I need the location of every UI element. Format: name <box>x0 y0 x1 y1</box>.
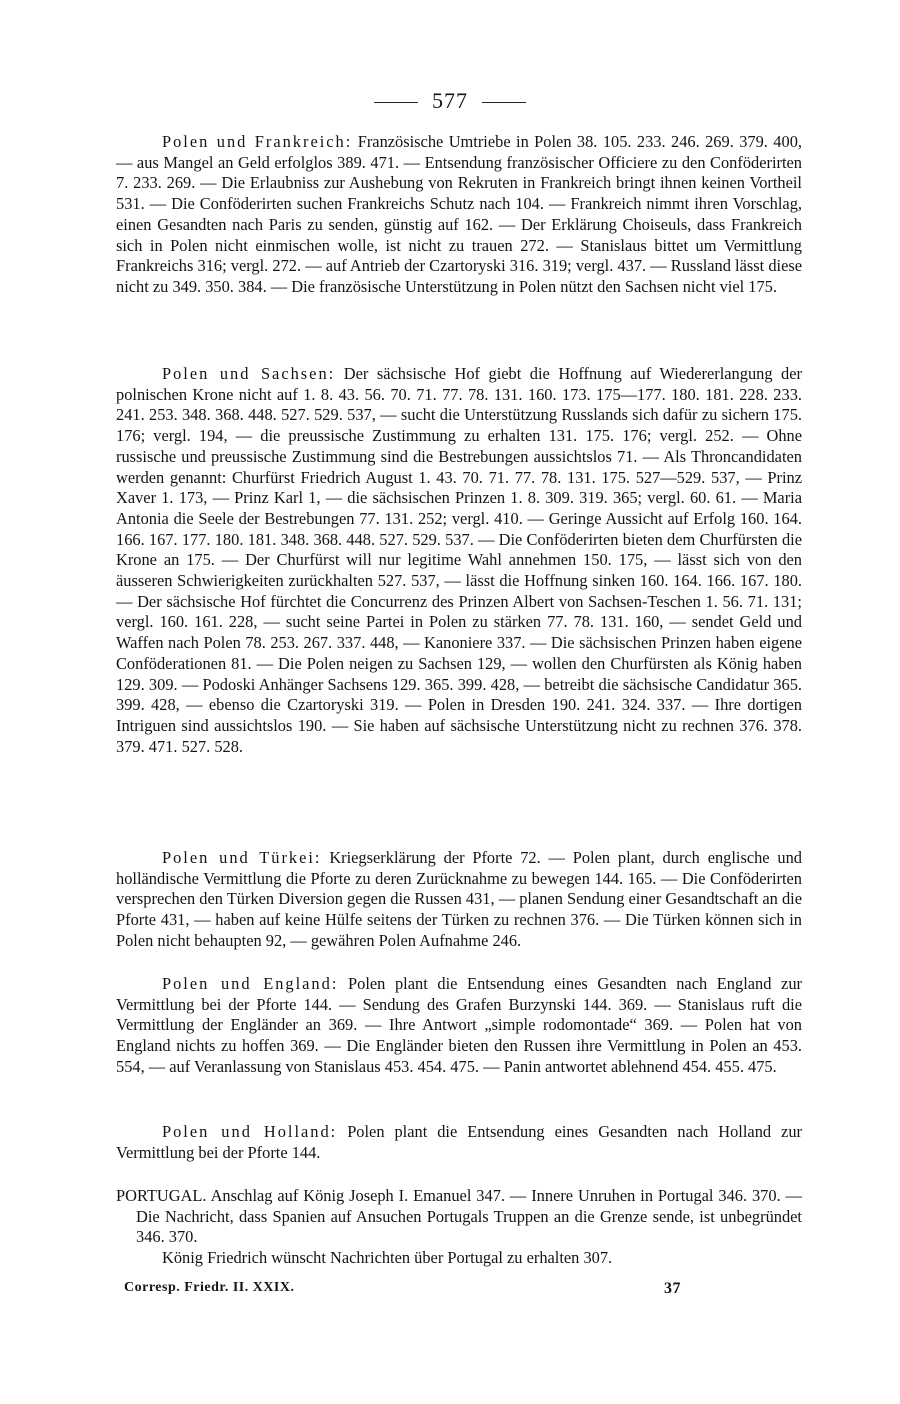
entry-holland <box>116 1122 802 1163</box>
portugal-heading: PORTUGAL. <box>116 1186 207 1205</box>
entry-lead: Polen und Türkei: <box>162 848 322 867</box>
entry-text: Der sächsische Hof giebt die Hoffnung auf Wiedererlangung der polnischen Krone nicht auf 1. 8. 43. 56. 70. 71. 77. 78. 131. 160. 173. 175—177. 180. 181. 228. 233. 241. 253. 348. 368. 448. 527. 529. 537, — sucht die Unterstützung Russlands sich dafür zu sichern 175. 176; vergl. 194, — die preussische Zustimmung zu erhalten 131. 175. 176; vergl. 252. — Ohne russische und preussische Zustimmung sind die Bestrebungen aussichtslos 71. — Als Throncandidaten werden genannt: Churfürst Friedrich August 1. 43. 70. 71. 77. 78. 131. 175. 527—529. 537, — Prinz Xaver 1. 173, — Prinz Karl 1, — die sächsischen Prinzen 1. 8. 309. 319. 365; vergl. 60. 61. — Maria Antonia die Seele der Bestrebungen 77. 131. 252; vergl. 410. — Geringe Aussicht auf Erfolg 160. 164. 166. 167. 177. 180. 181. 348. 368. 448. 527. 529. 537. — Die Conföderirten bieten dem Churfürsten die Krone an 175. — Der Churfürst will nur legitime Wahl annehmen 150. 175, — lässt sich von den äusseren Schwierigkeiten zurückhalten 527. 537, — lässt die Hoffnung sinken 160. 164. 166. 167. 180. — Der sächsische Hof fürchtet die Concurrenz des Prinzen Albert von Sachsen-Teschen 1. 56. 71. 131; vergl. 160. 161. 228, — sucht seine Partei in Polen zu stärken 77. 78. 131. 160, — sendet Geld und Waffen nach Polen 78. 253. 267. 337. 448, — Kanoniere 337. — Die sächsischen Prinzen haben eigene Conföderationen 81. — Die Polen neigen zu Sachsen 129, — wollen den Churfürsten als König haben 129. 309. — Podoski Anhänger Sachsens 129. 365. 399. 428, — betreibt die sächsische Candidatur 365. 399. 428, — ebenso die Czartoryski 319. — Polen in Dresden 190. 241. 324. 337. — Ihre dortigen Intriguen sind aussichtslos 190. — Sie haben auf sächsische Unterstützung nicht zu rechnen 376. 378. 379. 471. 527. 528. <box>116 364 802 756</box>
entry-paragraph <box>116 132 802 298</box>
entry-paragraph <box>116 848 802 952</box>
entry-text: Kriegserklärung der Pforte 72. — Polen plant, durch englische und holländische Vermittlung die Pforte zu deren Zurücknahme zu bewegen 144. 165. — Die Conföderirten versprechen den Türken Diversion gegen die Russen 431, — planen Sendung einer Gesandtschaft an die Pforte 431, — haben auf keine Hülfe seitens der Türken zu rechnen 376. — Die Türken können sich in Polen nicht behaupten 92, — gewähren Polen Aufnahme 246. <box>116 848 802 950</box>
entry-paragraph <box>116 364 802 757</box>
page-header <box>0 88 900 114</box>
entry-text: Polen plant die Entsendung eines Gesandten nach Holland zur Vermittlung bei der Pforte 144. <box>116 1122 802 1162</box>
entry-lead: Polen und Holland: <box>162 1122 338 1141</box>
entry-tuerkei <box>116 848 802 952</box>
entry-lead: Polen und England: <box>162 974 339 993</box>
portugal-paragraph-2: König Friedrich wünscht Nachrichten über Portugal zu erhalten 307. <box>162 1248 613 1268</box>
entry-sachsen <box>116 364 802 757</box>
entry-lead: Polen und Sachsen: <box>162 364 336 383</box>
entry-frankreich <box>116 132 802 298</box>
sheet-number: 37 <box>664 1280 681 1297</box>
footer-signature: Corresp. Friedr. II. XXIX. <box>124 1280 295 1295</box>
entry-lead: Polen und Frankreich: <box>162 132 353 151</box>
entry-portugal <box>116 1186 802 1269</box>
header-rule-left <box>374 102 418 103</box>
entry-text: Polen plant die Entsendung eines Gesandten nach England zur Vermittlung bei der Pforte 144. — Sendung des Grafen Burzynski 144. 369. — Stanislaus ruft die Vermittlung der Engländer an 369. — Ihre Antwort „simple rodomontade“ 369. — Polen hat von England nichts zu hoffen 369. — Die Engländer bieten den Russen ihre Vermittlung in Polen an 453. 554, — auf Veranlassung von Stanislaus 453. 454. 475. — Panin antwortet ablehnend 454. 455. 475. <box>116 974 802 1076</box>
page-number: 577 <box>432 88 468 113</box>
entry-paragraph <box>116 1122 802 1163</box>
header-rule-right <box>482 102 526 103</box>
entry-paragraph <box>116 974 802 1078</box>
portugal-text: Anschlag auf König Joseph I. Emanuel 347. — Innere Unruhen in Portugal 346. 370. — Die Nachricht, dass Spanien auf Ansuchen Portugals Truppen an die Grenze sende, ist unbegründet 346. 370. <box>136 1186 802 1247</box>
entry-england <box>116 974 802 1078</box>
portugal-paragraph <box>116 1186 802 1248</box>
page-footer <box>124 1280 724 1296</box>
entry-text: Französische Umtriebe in Polen 38. 105. 233. 246. 269. 379. 400, — aus Mangel an Geld erfolglos 389. 471. — Entsendung französischer Officiere zu den Conföderirten 7. 233. 269. — Die Erlaubniss zur Aushebung von Rekruten in Frankreich bringt ihnen keinen Vortheil 531. — Die Conföderirten suchen Frankreichs Schutz nach 104. — Frankreich nimmt ihren Vorschlag, einen Gesandten nach Paris zu senden, günstig auf 162. — Der Erklärung Choiseuls, dass Frankreich sich in Polen nicht einmischen wolle, ist nicht zu trauen 272. — Stanislaus bittet um Vermittlung Frankreichs 316; vergl. 272. — auf Antrieb der Czartoryski 316. 319; vergl. 437. — Russland lässt diese nicht zu 349. 350. 384. — Die französische Unterstützung in Polen nützt den Sachsen nicht viel 175. <box>116 132 802 296</box>
